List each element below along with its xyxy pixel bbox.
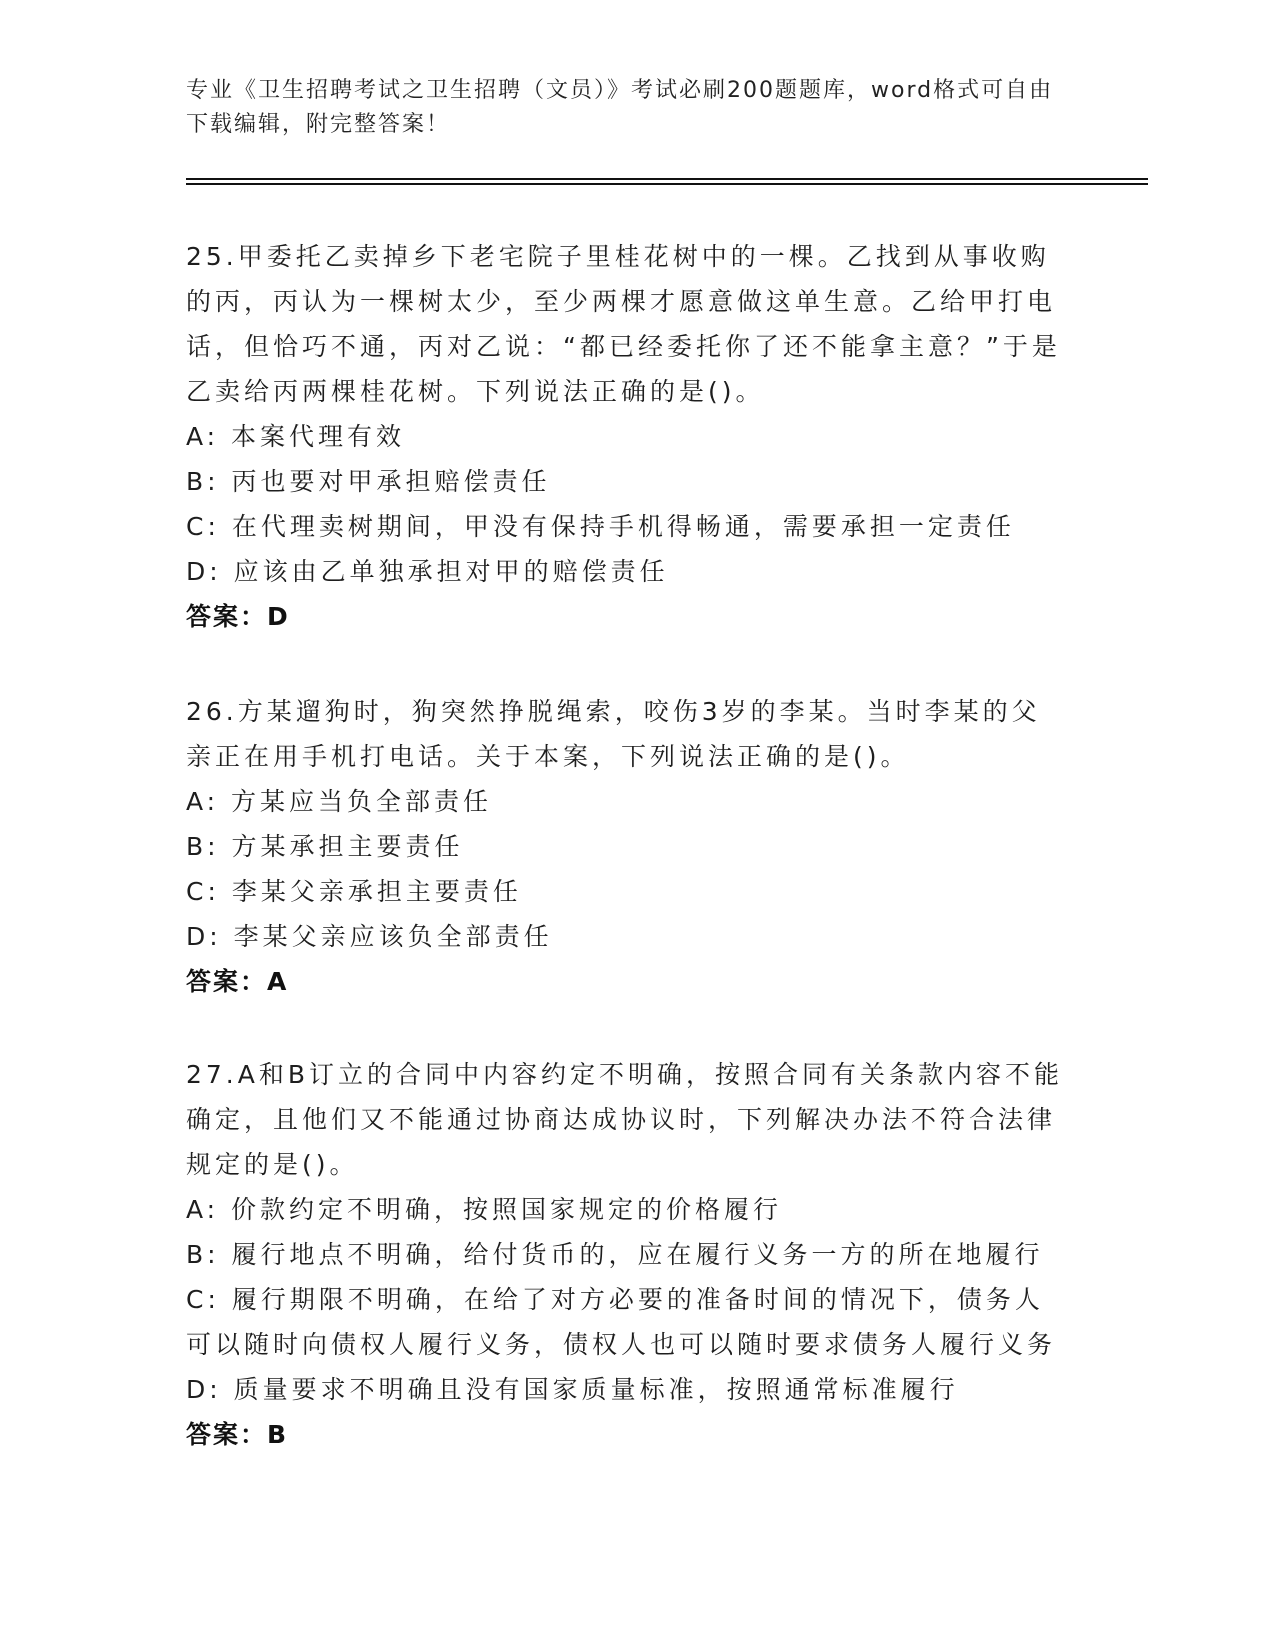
option-a: A: 方某应当负全部责任	[186, 787, 493, 816]
question-stem: 25.甲委托乙卖掉乡下老宅院子里桂花树中的一棵。乙找到从事收购的丙，丙认为一棵树太少，至少两棵才愿意做这单生意。乙给甲打电话，但恰巧不通，丙对乙说：“都已经委托你了还不能拿主意？”于是乙卖给丙两棵桂花树。下列说法正确的是()。	[186, 242, 1061, 406]
option-b: B: 履行地点不明确，给付货币的，应在履行义务一方的所在地履行	[186, 1240, 1044, 1269]
option-b: B: 方某承担主要责任	[186, 832, 464, 861]
question-26	[186, 689, 1066, 1004]
question-25	[186, 234, 1066, 639]
option-b: B: 丙也要对甲承担赔偿责任	[186, 467, 551, 496]
answer: 答案：D	[186, 602, 290, 631]
option-a: A: 价款约定不明确，按照国家规定的价格履行	[186, 1195, 783, 1224]
option-c: C: 在代理卖树期间，甲没有保持手机得畅通，需要承担一定责任	[186, 512, 1015, 541]
question-27	[186, 1052, 1066, 1457]
option-c: C: 履行期限不明确，在给了对方必要的准备时间的情况下，债务人可以随时向债权人履行义务，债权人也可以随时要求债务人履行义务	[186, 1285, 1057, 1359]
question-stem: 27.A和B订立的合同中内容约定不明确，按照合同有关条款内容不能确定，且他们又不能通过协商达成协议时，下列解决办法不符合法律规定的是()。	[186, 1060, 1064, 1179]
header-divider-bottom	[186, 183, 1148, 185]
option-c: C: 李某父亲承担主要责任	[186, 877, 522, 906]
answer: 答案：A	[186, 967, 289, 996]
option-d: D: 质量要求不明确且没有国家质量标准，按照通常标准履行	[186, 1375, 959, 1404]
document-header: 专业《卫生招聘考试之卫生招聘（文员）》考试必刷200题题库，word格式可自由下载编辑，附完整答案！	[186, 78, 1054, 137]
option-d: D: 应该由乙单独承担对甲的赔偿责任	[186, 557, 669, 586]
header-divider-top	[186, 178, 1148, 180]
option-d: D: 李某父亲应该负全部责任	[186, 922, 553, 951]
question-stem: 26.方某遛狗时，狗突然挣脱绳索，咬伤3岁的李某。当时李某的父亲正在用手机打电话。关于本案，下列说法正确的是()。	[186, 697, 1041, 771]
option-a: A: 本案代理有效	[186, 422, 406, 451]
answer: 答案：B	[186, 1420, 289, 1449]
